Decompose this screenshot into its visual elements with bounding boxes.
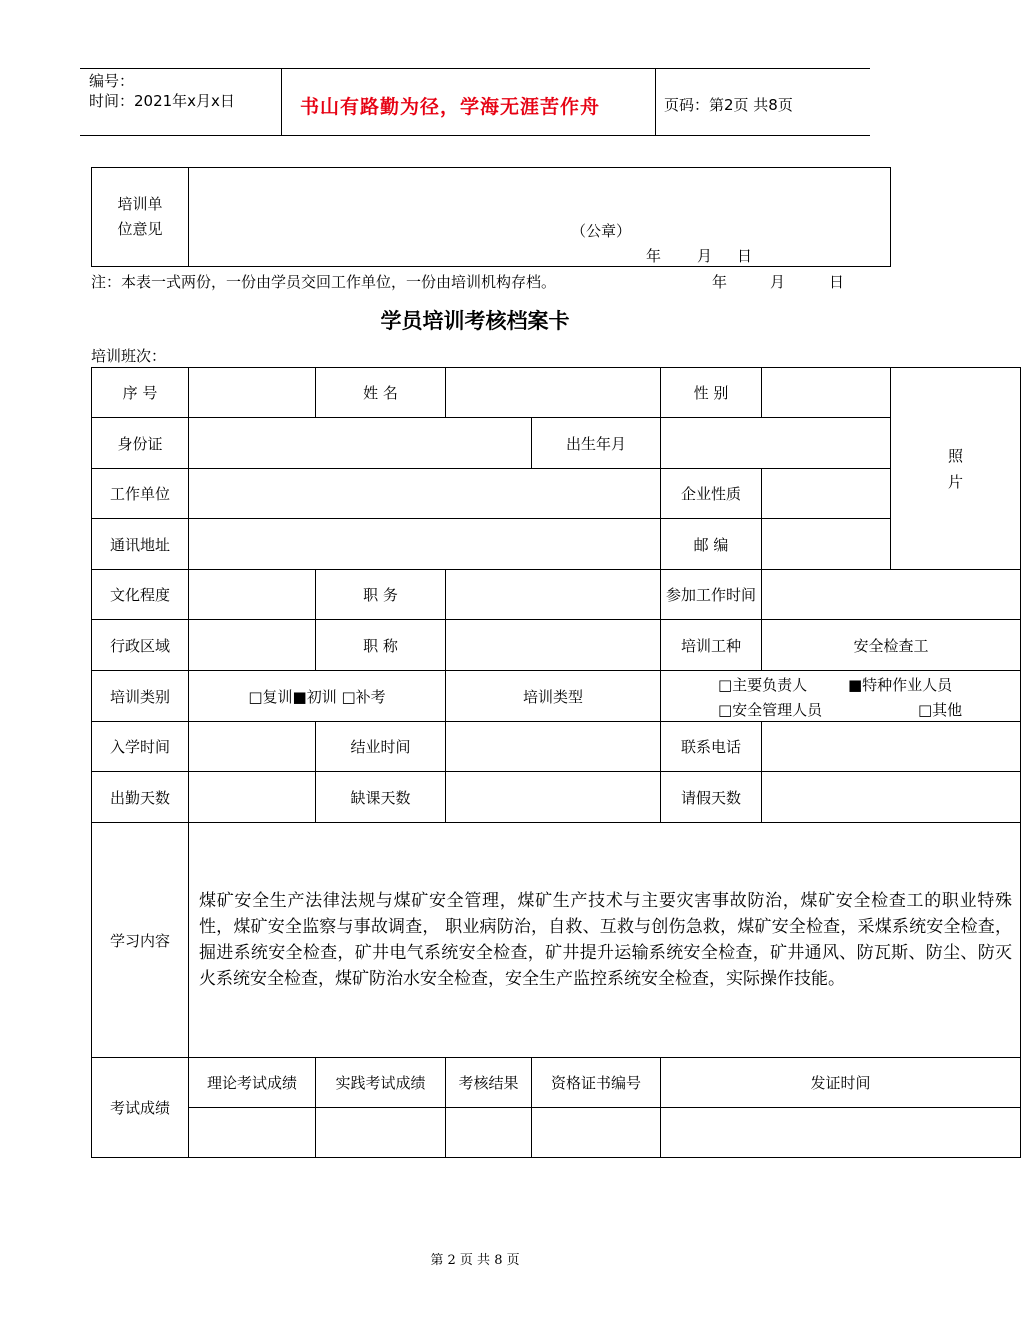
birth-label: 出生年月 (532, 418, 661, 469)
absent-days-label: 缺课天数 (316, 772, 446, 823)
address-label: 通讯地址 (92, 519, 189, 570)
work-start-value[interactable] (762, 570, 1021, 620)
absent-days-value[interactable] (446, 772, 661, 823)
theory-score-header: 理论考试成绩 (189, 1058, 316, 1108)
document-time-label: 时间：2021年x月x日 (89, 92, 235, 110)
attendance-days-label: 出勤天数 (92, 772, 189, 823)
header-divider-right (655, 68, 656, 136)
document-number-label: 编号： (89, 72, 135, 90)
work-start-label: 参加工作时间 (661, 570, 762, 620)
graduate-time-value[interactable] (446, 722, 661, 772)
note-month: 月 (770, 273, 786, 291)
id-card-value[interactable] (189, 418, 532, 469)
graduate-time-label: 结业时间 (316, 722, 446, 772)
attendance-days-value[interactable] (189, 772, 316, 823)
training-type-opt-special[interactable]: ■特种作业人员 (848, 676, 953, 694)
education-value[interactable] (189, 570, 316, 620)
enterprise-type-label: 企业性质 (661, 469, 762, 519)
education-label: 文化程度 (92, 570, 189, 620)
title-rank-value[interactable] (446, 620, 661, 671)
photo-label-1: 照 (947, 446, 963, 465)
title-rank-label: 职 称 (316, 620, 446, 671)
opinion-date-month: 月 (697, 247, 713, 265)
training-type-opt-safety-mgmt[interactable]: □安全管理人员 (718, 701, 823, 719)
postcode-label: 邮 编 (661, 519, 762, 570)
id-card-label: 身份证 (92, 418, 189, 469)
enroll-time-value[interactable] (189, 722, 316, 772)
seq-label: 序 号 (92, 368, 189, 418)
card-title: 学员培训考核档案卡 (380, 309, 570, 333)
seq-value[interactable] (189, 368, 316, 418)
photo-cell[interactable] (891, 368, 1021, 570)
exam-score-label: 考试成绩 (92, 1058, 189, 1158)
birth-value[interactable] (661, 418, 891, 469)
name-label: 姓 名 (316, 368, 446, 418)
note-year: 年 (712, 273, 728, 291)
certificate-no-header: 资格证书编号 (532, 1058, 661, 1108)
training-type-label: 培训类型 (446, 671, 661, 722)
training-category-options[interactable]: □复训■初训 □补考 (189, 671, 446, 722)
study-content-label: 学习内容 (92, 823, 189, 1058)
opinion-label-line2: 位意见 (117, 220, 163, 238)
training-work-type-label: 培训工种 (661, 620, 762, 671)
gender-label: 性 别 (661, 368, 762, 418)
official-seal-label: （公章） (571, 222, 632, 240)
assessment-result-header: 考核结果 (446, 1058, 532, 1108)
assessment-result-value[interactable] (446, 1108, 532, 1158)
address-value[interactable] (189, 519, 661, 570)
name-value[interactable] (446, 368, 661, 418)
opinion-label-line1: 培训单 (117, 195, 163, 213)
opinion-date-day: 日 (737, 247, 753, 265)
photo-label-2: 片 (947, 472, 963, 491)
training-type-options[interactable] (661, 671, 1021, 722)
practice-score-header: 实践考试成绩 (316, 1058, 446, 1108)
opinion-content-cell[interactable] (189, 168, 891, 267)
note-text: 注：本表一式两份，一份由学员交回工作单位，一份由培训机构存档。 (91, 273, 557, 291)
leave-days-value[interactable] (762, 772, 1021, 823)
position-label: 职 务 (316, 570, 446, 620)
study-content-text: 煤矿安全生产法律法规与煤矿安全管理，煤矿生产技术与主要灾害事故防治，煤矿安全检查工的职业特殊性，煤矿安全监察与事故调查， 职业病防治，自救、互救与创伤急救，煤矿安全检查，采煤系统安全检查，掘进系统安全检查，矿井电气系统安全检查，矿井提升运输系统安全检查，矿井通风、防瓦斯、防尘、防灭火系统安全检查，煤矿防治水安全检查，安全生产监控系统安全检查，实际操作技能。 (189, 823, 1021, 1058)
enroll-time-label: 入学时间 (92, 722, 189, 772)
certificate-no-value[interactable] (532, 1108, 661, 1158)
archive-card-table (91, 367, 1021, 1158)
phone-value[interactable] (762, 722, 1021, 772)
header-page-label: 页码：第2页 共8页 (664, 96, 793, 114)
theory-score-value[interactable] (189, 1108, 316, 1158)
training-type-opt-principal[interactable]: □主要负责人 (718, 676, 808, 694)
issue-date-header: 发证时间 (661, 1058, 1021, 1108)
enterprise-type-value[interactable] (762, 469, 891, 519)
opinion-date-year: 年 (646, 247, 662, 265)
issue-date-value[interactable] (661, 1108, 1021, 1158)
position-value[interactable] (446, 570, 661, 620)
leave-days-label: 请假天数 (661, 772, 762, 823)
header-motto: 书山有路勤为径，学海无涯苦作舟 (300, 96, 601, 118)
note-day: 日 (829, 273, 845, 291)
training-class-label: 培训班次： (91, 347, 167, 365)
phone-label: 联系电话 (661, 722, 762, 772)
footer-page-number: 第 2 页 共 8 页 (430, 1253, 520, 1268)
opinion-table (91, 167, 891, 267)
postcode-value[interactable] (762, 519, 891, 570)
gender-value[interactable] (762, 368, 891, 418)
practice-score-value[interactable] (316, 1108, 446, 1158)
header-divider-left (281, 68, 282, 136)
header-top-rule (80, 68, 870, 69)
training-type-opt-other[interactable]: □其他 (918, 701, 963, 719)
opinion-label-cell (92, 168, 189, 267)
training-work-type-value[interactable]: 安全检查工 (762, 620, 1021, 671)
region-label: 行政区域 (92, 620, 189, 671)
work-unit-value[interactable] (189, 469, 661, 519)
region-value[interactable] (189, 620, 316, 671)
work-unit-label: 工作单位 (92, 469, 189, 519)
training-category-label: 培训类别 (92, 671, 189, 722)
header-bottom-rule (80, 135, 870, 136)
